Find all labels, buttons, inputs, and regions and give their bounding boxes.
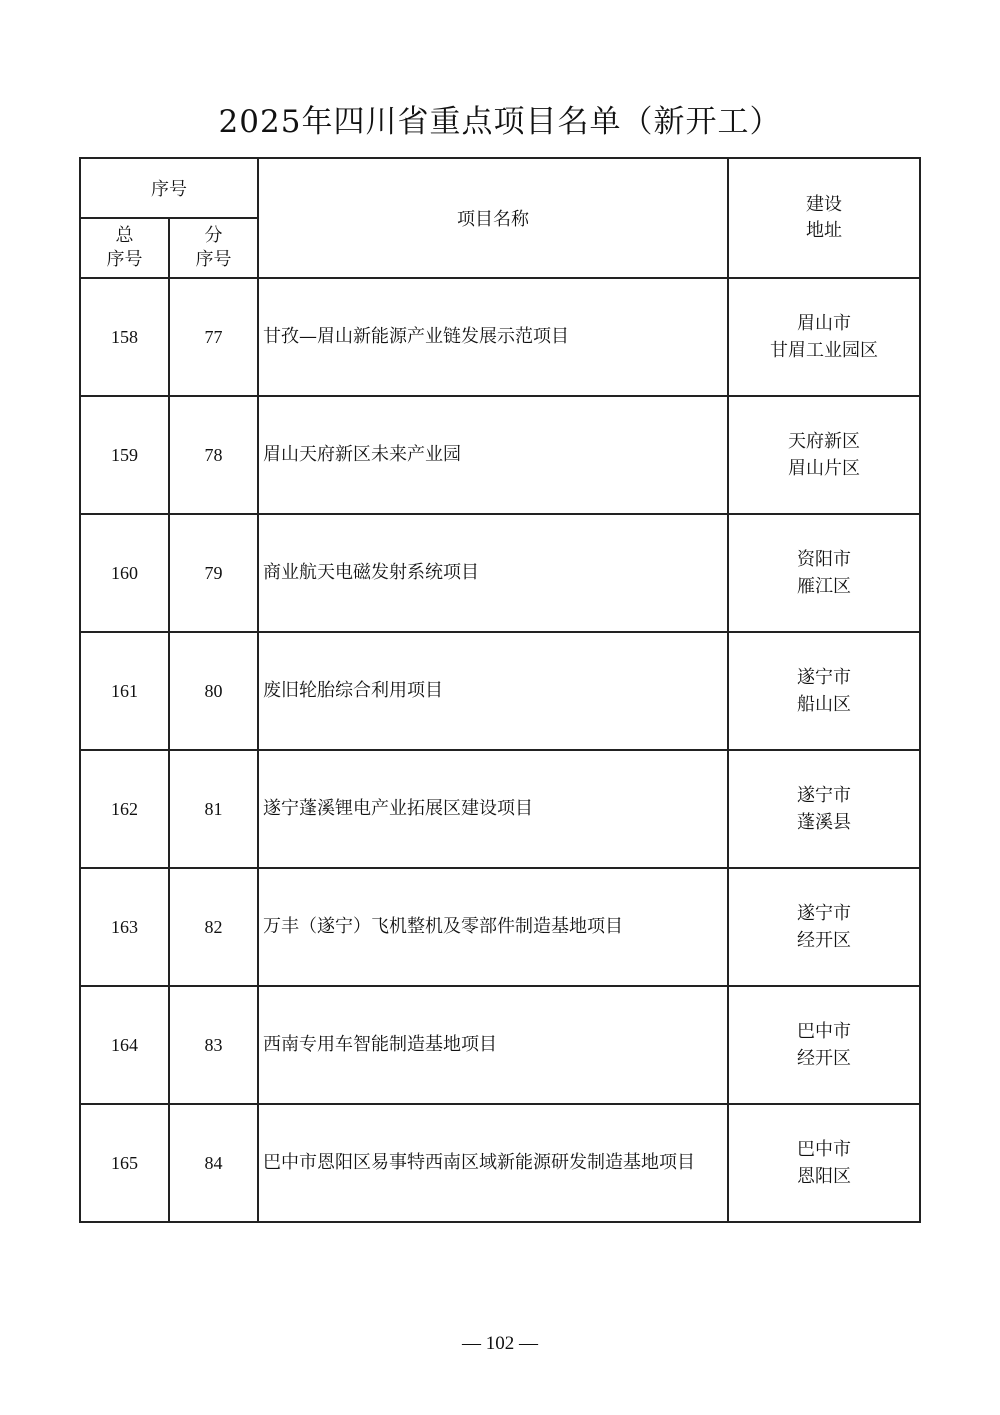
total-seq-cell: 162 [80, 750, 169, 868]
total-seq-cell: 160 [80, 514, 169, 632]
location-cell [728, 278, 920, 396]
sub-seq-cell: 82 [169, 868, 258, 986]
sub-seq-cell: 83 [169, 986, 258, 1104]
project-name-cell: 西南专用车智能制造基地项目 [258, 986, 728, 1104]
location-line1: 资阳市 [797, 549, 851, 570]
project-name-cell: 甘孜—眉山新能源产业链发展示范项目 [258, 278, 728, 396]
location-line1: 巴中市 [797, 1021, 851, 1042]
header-total-seq [80, 218, 169, 278]
location-cell [728, 514, 920, 632]
location-line1: 巴中市 [797, 1139, 851, 1160]
sub-seq-cell: 78 [169, 396, 258, 514]
project-name-cell: 眉山天府新区未来产业园 [258, 396, 728, 514]
header-sub-seq-line2: 序号 [195, 249, 232, 270]
table-row [80, 632, 920, 750]
location-line2: 蓬溪县 [797, 812, 851, 833]
location-cell [728, 986, 920, 1104]
header-total-seq-line2: 序号 [106, 249, 143, 270]
location-cell [728, 1104, 920, 1222]
total-seq-cell: 159 [80, 396, 169, 514]
location-line1: 天府新区 [788, 431, 860, 452]
total-seq-cell: 161 [80, 632, 169, 750]
table-row [80, 278, 920, 396]
total-seq-cell: 164 [80, 986, 169, 1104]
table-row [80, 514, 920, 632]
location-line1: 遂宁市 [797, 667, 851, 688]
project-name-cell: 废旧轮胎综合利用项目 [258, 632, 728, 750]
sub-seq-cell: 77 [169, 278, 258, 396]
project-name-cell: 万丰（遂宁）飞机整机及零部件制造基地项目 [258, 868, 728, 986]
table-row [80, 750, 920, 868]
project-name-cell: 巴中市恩阳区易事特西南区域新能源研发制造基地项目 [258, 1104, 728, 1222]
table-row [80, 396, 920, 514]
header-project-name: 项目名称 [258, 158, 728, 278]
location-cell [728, 868, 920, 986]
location-line2: 甘眉工业园区 [770, 340, 878, 361]
location-cell [728, 632, 920, 750]
total-seq-cell: 165 [80, 1104, 169, 1222]
total-seq-cell: 163 [80, 868, 169, 986]
page-title: 2025年四川省重点项目名单（新开工） [218, 104, 782, 140]
project-table [79, 157, 921, 1223]
location-line2: 船山区 [797, 694, 851, 715]
sub-seq-cell: 84 [169, 1104, 258, 1222]
location-line1: 遂宁市 [797, 903, 851, 924]
location-line2: 恩阳区 [797, 1166, 851, 1187]
header-location-line2: 地址 [806, 220, 842, 241]
location-line2: 眉山片区 [788, 458, 860, 479]
location-line1: 遂宁市 [797, 785, 851, 806]
project-name-cell: 商业航天电磁发射系统项目 [258, 514, 728, 632]
location-line2: 经开区 [797, 930, 851, 951]
location-line1: 眉山市 [797, 313, 851, 334]
table-row [80, 986, 920, 1104]
location-cell [728, 396, 920, 514]
table-row [80, 868, 920, 986]
header-location-line1: 建设 [806, 194, 842, 215]
header-sub-seq-line1: 分 [204, 225, 223, 246]
project-name-cell: 遂宁蓬溪锂电产业拓展区建设项目 [258, 750, 728, 868]
location-cell [728, 750, 920, 868]
table-row [80, 1104, 920, 1222]
page-number: — 102 — [462, 1333, 538, 1354]
total-seq-cell: 158 [80, 278, 169, 396]
sub-seq-cell: 80 [169, 632, 258, 750]
header-seq-group: 序号 [80, 158, 258, 218]
header-sub-seq [169, 218, 258, 278]
header-location [728, 158, 920, 278]
sub-seq-cell: 79 [169, 514, 258, 632]
location-line2: 雁江区 [797, 576, 851, 597]
location-line2: 经开区 [797, 1048, 851, 1069]
header-total-seq-line1: 总 [115, 225, 134, 246]
table-header-row [80, 158, 920, 218]
sub-seq-cell: 81 [169, 750, 258, 868]
